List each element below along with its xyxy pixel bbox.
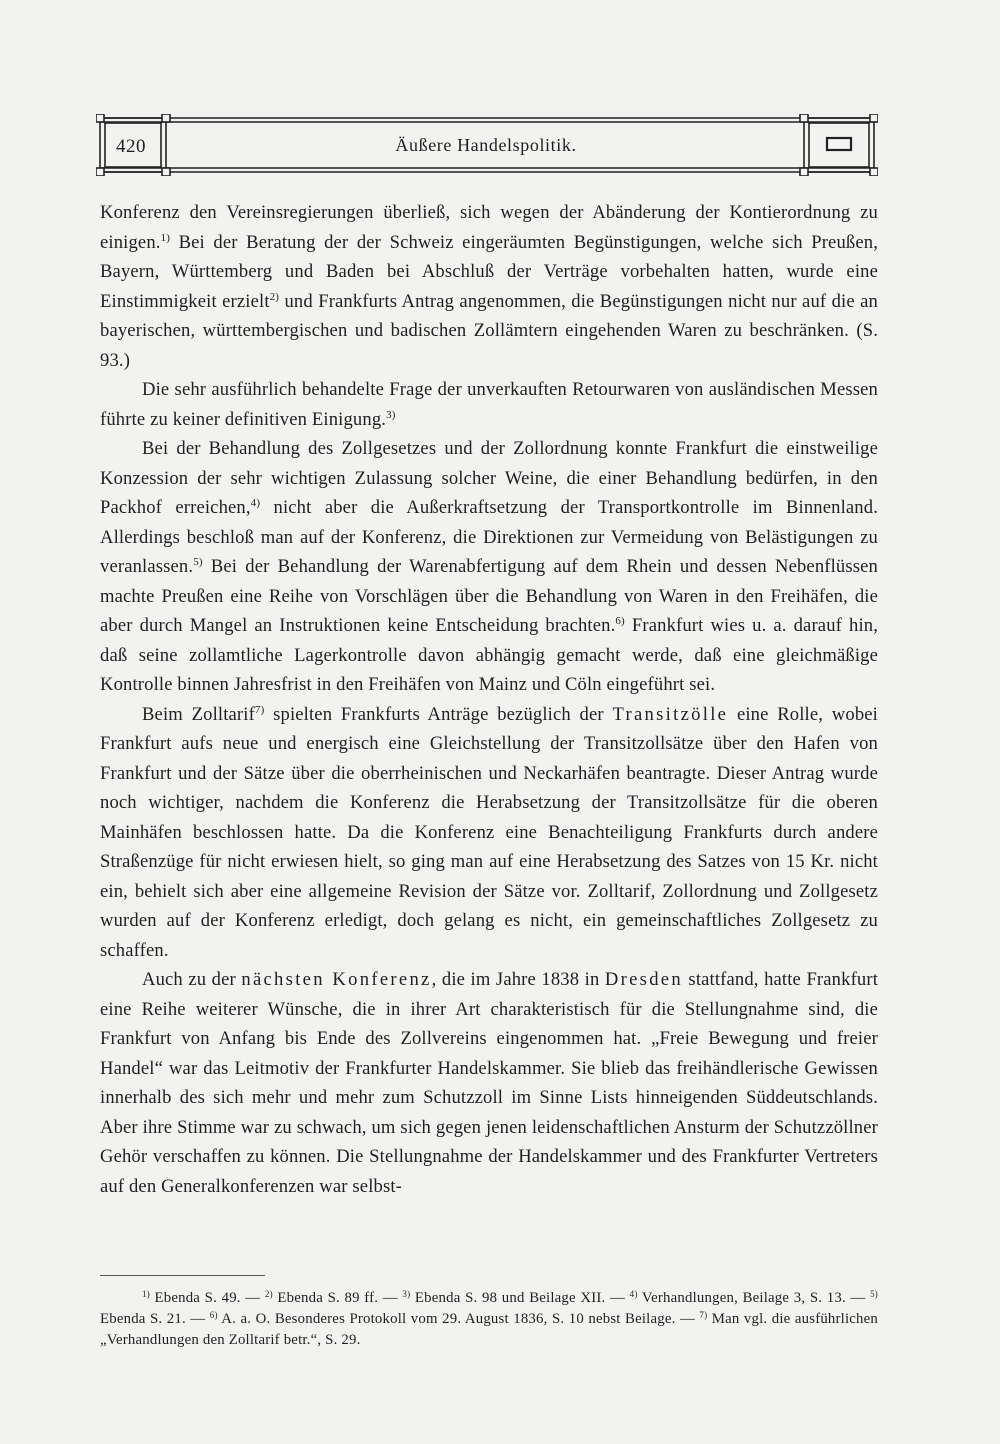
- footnotes: [100, 1288, 878, 1351]
- footnote-divider: [100, 1275, 265, 1276]
- paragraph-1: Konferenz den Vereinsregierungen überließ, sich wegen der Abänderung der Kontierordnung zu einigen.$^{1)}$ Bei der Beratung der der Schweiz eingeräumten Begünstigungen, welche sich Preußen, Bayern, Württemberg und Baden bei Abschluß der Verträge vorbehalten hatten, wurde eine Einstimmigkeit erzielt$^{2)}$ und Frankfurts Antrag angenommen, die Begünstigungen nicht nur auf die an bayerischen, württembergischen und badischen Zollämtern eingehenden Waren zu beschränken. (S. 93.): [100, 202, 878, 371]
- footnote-block: $^{1)}$ Ebenda S. 49. — $^{2)}$ Ebenda S. 89 ff. — $^{3)}$ Ebenda S. 98 und Beilage XII. — $^{4)}$ Verhandlungen, Beilage 3, S. 13. — $^{5)}$ Ebenda S. 21. — $^{6)}$ A. a. O. Besonderes Protokoll vom 29. August 1836, S. 10 nebst Beilage. — $^{7)}$ Man vgl. die ausführlichen „Verhandlungen den Zolltarif betr.“, S. 29.: [100, 1289, 878, 1348]
- footnote-ref-7: 7): [254, 703, 265, 716]
- footnote-ref-5: 5): [193, 556, 203, 568]
- footnote-ref-2: 2): [269, 290, 280, 303]
- spaced-emphasis: nächsten Konferenz: [241, 969, 432, 990]
- body-text: [100, 198, 878, 1201]
- paragraph-4: Beim Zolltarif$^{7)}$ spielten Frankfurts Anträge bezüglich der Transitzölle eine Rolle, wobei Frankfurt aufs neue und energisch eine Gleichstellung der Transitzollsätze über den Hafen von Frankfurt und der Sätze über die oberrheinischen und Neckarhäfen beantragte. Dieser Antrag wurde noch wichtiger, nachdem die Konferenz die Herabsetzung der Transitzollsätze für die oberen Mainhäfen beschlossen hatte. Da die Konferenz eine Benachteiligung Frankfurts durch andere Straßenzüge für nicht erwiesen hielt, so ging man auf eine Herabsetzung des Satzes von 15 Kr. nicht ein, behielt sich aber eine allgemeine Revision der Sätze vor. Zolltarif, Zollordnung und Zollgesetz wurden auf der Konferenz erledigt, doch gelang es nicht, ein gemeinschaftliches Zollgesetz zu schaffen.: [100, 703, 878, 961]
- page-header: [96, 114, 878, 176]
- footnote-ref-4: 4): [250, 497, 261, 509]
- spaced-emphasis: Dresden: [604, 969, 683, 990]
- paragraph-5: Auch zu der nächsten Konferenz, die im Jahre 1838 in Dresden stattfand, hatte Frankfurt eine Reihe weiterer Wünsche, die in ihrer Art charakteristisch für die Stellungnahme sind, die Frankfurt von Anfang bis Ende des Zollvereins eingenommen hat. „Freie Bewegung und freier Handel“ war das Leitmotiv der Frankfurter Handelskammer. Sie blieb das freihändlerische Gewissen innerhalb des sich mehr und mehr zum Schutzzoll im Sinne Lists hinneigenden Süddeutschlands. Aber ihre Stimme war zu schwach, um sich gegen jenen leidenschaftlichen Ansturm der Schutzzöllner Gehör verschaffen zu können. Die Stellungnahme der Handelskammer und des Frankfurter Vertreters auf den Generalkonferenzen war selbst-: [100, 969, 879, 1197]
- spaced-emphasis: Transitzölle: [612, 703, 729, 725]
- footnote-ref-3: 3): [386, 408, 396, 421]
- paragraph-3: Bei der Behandlung des Zollgesetzes und der Zollordnung konnte Frankfurt die einstweilige Konzession der sehr wichtigen Zulassung solcher Weine, die einer Behandlung bedürfen, in den Packhof erreichen,$^{4)}$ nicht aber die Außerkraftsetzung der Transportkontrolle im Binnenland. Allerdings beschloß man auf der Konferenz, die Direktionen zur Vermeidung von Belästigungen zu veranlassen.$^{5)}$ Bei der Behandlung der Warenabfertigung auf dem Rhein und dessen Nebenflüssen machte Preußen eine Reihe von Vorschlägen über die Behandlung von Waren in den Freihäfen, die aber durch Mangel an Instruktionen keine Entscheidung brachten.$^{6)}$ Frankfurt wies u. a. darauf hin, daß seine zollamtliche Lagerkontrolle davon abhängig gemacht werde, daß eine gleichmäßige Kontrolle binnen Jahresfrist in den Freihäfen von Mainz und Cöln eingeführt sei.: [100, 438, 879, 695]
- paragraph-2: Die sehr ausführlich behandelte Frage der unverkauften Retourwaren von ausländischen Messen führte zu keiner definitiven Einigung.$^{3)}$: [100, 379, 878, 430]
- running-title: Äußere Handelspolitik.: [395, 135, 577, 155]
- footnote-ref-1: 1): [160, 231, 171, 244]
- page-number: 420: [116, 136, 146, 157]
- footnote-ref-6: 6): [615, 615, 625, 627]
